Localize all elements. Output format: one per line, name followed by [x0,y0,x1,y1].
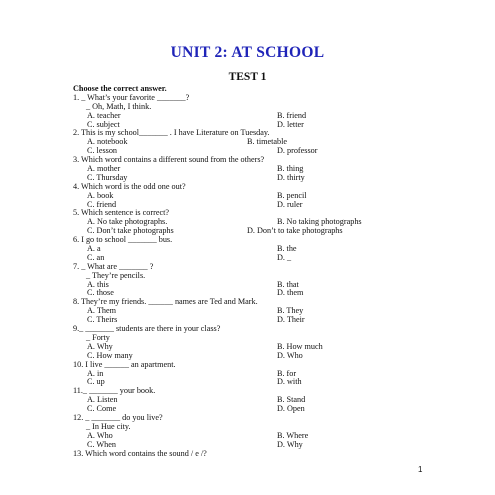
option: D. professor [277,146,318,156]
question-stem: 5. Which sentence is correct? [73,208,170,218]
option: B. Where [277,430,309,440]
option: D. letter [277,119,304,129]
option: A. mother [87,164,121,174]
question-stem: 2. This is my school_______ . I have Literature on Tuesday. [73,128,270,138]
option: D. Who [277,350,303,360]
option-row [73,307,413,316]
question-stem: 8. They’re my friends. ______ names are Ted and Mark. [73,297,258,307]
answer-line: _ Forty [86,332,110,342]
option: A. in [87,368,104,378]
option: D. _ [277,252,292,262]
option-row [73,432,413,441]
question-stem: 9._ _______ students are there in your class? [73,324,221,334]
option: A. notebook [87,137,128,147]
page-number: 1 [418,465,423,474]
option-row [73,396,413,405]
option-row [73,245,413,254]
option: A. teacher [87,110,121,120]
option: C. Don’t take photographs [87,226,174,236]
option: C. an [87,252,105,262]
option: A. book [87,190,114,200]
option-row [73,370,413,379]
option: A. Them [87,306,116,316]
option-row [73,281,413,290]
question-stem: 11._ _______ your book. [73,386,156,396]
option: C. subject [87,119,120,129]
answer-line: _ They’re pencils. [86,270,146,280]
option: D. thirty [277,172,305,182]
option: A. Who [87,430,113,440]
option-row [73,112,413,121]
answer-line: _ Oh, Math, I think. [86,101,152,111]
option: A. this [87,279,109,289]
option: C. Theirs [87,315,118,325]
option: B. the [277,244,297,254]
test-title: TEST 1 [228,71,267,83]
option-row [73,138,413,147]
option: B. for [277,368,297,378]
instruction: Choose the correct answer. [73,84,167,93]
option: A. Listen [87,395,118,405]
question-stem: 6. I go to school _______ bus. [73,235,173,245]
unit-title: UNIT 2: AT SCHOOL [170,44,325,61]
option: B. Stand [277,395,306,405]
option: D. Open [277,404,305,414]
option: D. Why [277,439,303,449]
option: D. Their [277,315,305,325]
question-stem: 12. _ _______ do you live? [73,412,163,422]
option: D. them [277,288,304,298]
option: B. thing [277,164,304,174]
answer-line: _ In Hue city. [86,421,131,431]
option: C. those [87,288,114,298]
option: D. Don’t to take photographs [247,226,343,236]
option: C. Come [87,404,117,414]
question-stem: 1. _ What’s your favorite _______? [73,92,190,102]
question-stem: 3. Which word contains a different sound from the others? [73,155,265,165]
option: B. How much [277,341,323,351]
question-stem: 10. I live ______ an apartment. [73,359,176,369]
option: D. with [277,377,302,387]
option: C. How many [87,350,133,360]
option: C. friend [87,199,117,209]
question-stem: 13. Which word contains the sound / e /? [73,448,207,458]
option: B. that [277,279,299,289]
question-stem: 7. _ What are _______ ? [73,261,154,271]
option: A. a [87,244,101,254]
option: C. lesson [87,146,118,156]
option: B. timetable [247,137,288,147]
option: B. They [277,306,304,316]
question-stem: 4. Which word is the odd one out? [73,181,186,191]
option: A. Why [87,341,113,351]
option: C. When [87,439,116,449]
option: C. up [87,377,105,387]
question-list [73,85,413,458]
option-row [73,192,413,201]
option: C. Thursday [87,172,128,182]
option: B. pencil [277,190,307,200]
option: B. No taking photographs [277,217,362,227]
option: A. No take photographs. [87,217,168,227]
option: B. friend [277,110,307,120]
option: D. ruler [277,199,303,209]
